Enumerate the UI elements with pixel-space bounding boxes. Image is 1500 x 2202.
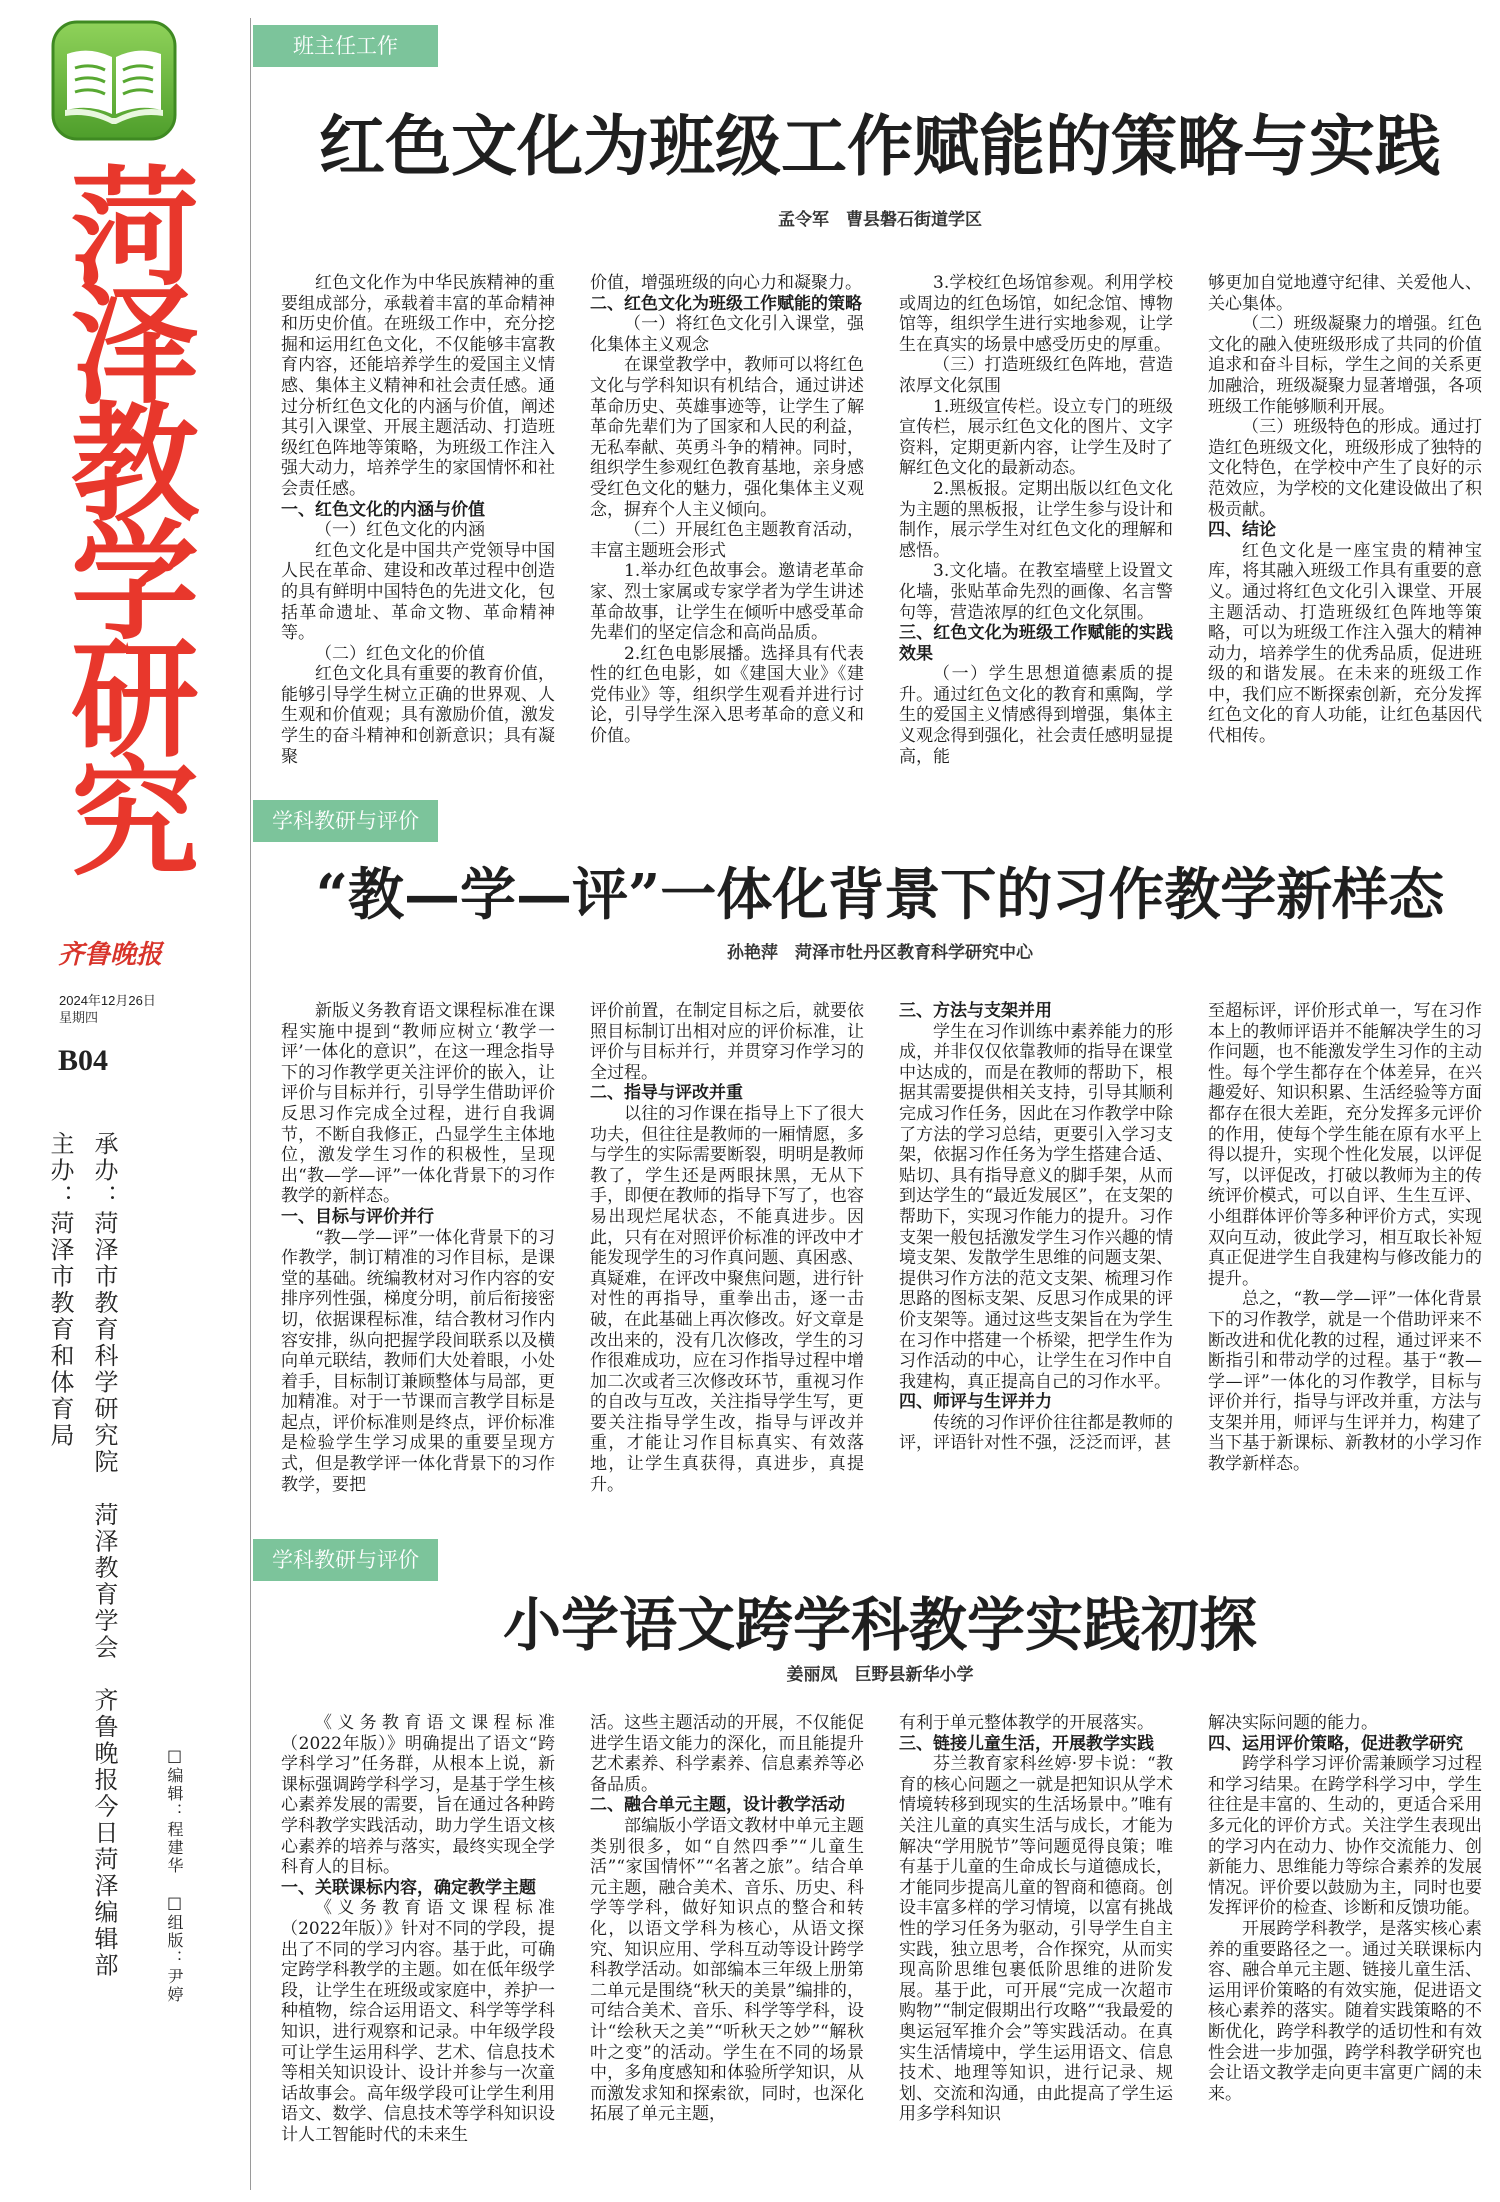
paragraph: 价值，增强班级的向心力和凝聚力。 (590, 273, 862, 293)
text-column (281, 1001, 555, 1501)
paragraph: 学生在习作训练中素养能力的形成，并非仅仅依靠教师的指导在课堂中达成的，而是在教师的帮助下，根据其需要提供相关支持，引导其顺利完成习作任务，因此在习作教学中除了方法的学习总结，更要引入学习支架，依据习作任务为学生搭建合适、贴切、具有指导意义的脚手架，从而到达学生的“最近发展区”，在支架的帮助下，实现习作能力的提升。习作支架一般包括激发学生习作兴趣的情境支架、发散学生思维的问题支架、提供习作方法的范文支架、梳理习作思路的图标支架、反思习作成果的评价支架等。通过这些支架旨在为学生在习作中搭建一个桥梁，把学生作为习作活动的中心，让学生在习作中自我建构，真正提高自己的习作水平。 (899, 1021, 1173, 1392)
subheading: （二）红色文化的价值 (315, 643, 485, 664)
book-icon (51, 20, 177, 141)
column-title: 菏泽教学研究 (49, 160, 198, 868)
section-heading: 四、师评与生评并力 (899, 1392, 1052, 1413)
article-title: 小学语文跨学科教学实践初探 (502, 1591, 1257, 1659)
paragraph: 开展跨学科教学，是落实核心素养的重要路径之一。通过关联课标内容、融合单元主题、链接儿童生活、运用评价策略的有效实施，促进语文核心素养的落实。随着实践策略的不断优化，跨学科教学的适切性和有效性会进一步加强，跨学科教学研究也会让语文教学走向更丰富更广阔的未来。 (1208, 1918, 1482, 2104)
text-column (281, 1713, 555, 2153)
issue-weekday: 星期四 (59, 1010, 99, 1025)
paragraph: 够更加自觉地遵守纪律、关爱他人、关心集体。 (1208, 273, 1482, 314)
organizer-credit: 主办：菏泽市教育和体育局 (46, 1131, 74, 1449)
editor-credit: □编辑：程建华 □组版：尹婷 (165, 1746, 184, 2004)
paragraph: 至超标评，评价形式单一，写在习作本上的教师评语并不能解决学生的习作问题，也不能激发学生习作的主动性。每个学生都存在个体差异，在兴趣爱好、知识积累、生活经验等方面都存在很大差距，充分发挥多元评价的作用，使每个学生能在原有水平上得以提升，实现个性化发展，以评促写，以评促改，打破以教师为主的传统评价模式，可以自评、生生互评、小组群体评价等多种评价方式，实现双向互动，彼此学习，相互取长补短真正促进学生自我建构与修改能力的提升。 (1208, 1001, 1482, 1289)
undertaker-credit: 承办：菏泽市教育科学研究院 菏泽教育学会 齐鲁晚报今日菏泽编辑部 (90, 1131, 118, 1979)
issue-date-block (59, 992, 156, 1026)
paragraph: 解决实际问题的能力。 (1208, 1713, 1378, 1733)
text-column (590, 1001, 864, 1501)
paragraph: 有利于单元整体教学的开展落实。 (899, 1713, 1154, 1733)
section-heading: 一、目标与评价并行 (281, 1206, 434, 1227)
paragraph: （二）班级凝聚力的增强。红色文化的融入使班级形成了共同的价值追求和奋斗目标，学生之间的关系更加融洽，班级凝聚力显著增强，各项班级工作能够顺利开展。 (1208, 314, 1482, 417)
paragraph: 芬兰教育家科丝婷·罗卡说：“教育的核心问题之一就是把知识从学术情境转移到现实的生活场景中。”唯有关注儿童的真实生活与成长，才能为解决“学用脱节”等问题觅得良策；唯有基于儿童的生命成长与道德成长，才能同步提高儿童的智商和德商。创设丰富多样的学习情境，以富有挑战性的学习任务为驱动，引导学生自主实践，独立思考，合作探究，从而实现高阶思维包裹低阶思维的进阶发展。基于此，可开展“完成一次超市购物”“制定假期出行攻略”“我最爱的奥运冠军推介会”等实践活动。在真实生活情境中，学生运用语文、信息技术、地理等知识，进行记录、规划、交流和沟通，由此提高了学生运用多学科知识 (899, 1754, 1173, 2125)
newspaper-logo: 齐鲁晚报 (58, 940, 163, 970)
article-byline: 孟令军 曹县磐石街道学区 (778, 210, 982, 230)
subheading: （三）打造班级红色阵地，营造浓厚文化氛围 (899, 355, 1173, 396)
text-column (281, 273, 555, 773)
paragraph: 活。这些主题活动的开展，不仅能促进学生语文能力的深化，而且能提升艺术素养、科学素养、信息素养等必备品质。 (590, 1713, 864, 1795)
paragraph: 在课堂教学中，教师可以将红色文化与学科知识有机结合，通过讲述革命历史、英雄事迹等，让学生了解革命先辈们为了国家和人民的利益，无私奉献、英勇斗争的精神。同时，组织学生参观红色教育基地，亲身感受红色文化的魅力，强化集体主义观念，摒弃个人主义倾向。 (590, 355, 864, 520)
paragraph: 评价前置，在制定目标之后，就要依照目标制订出相对应的评价标准，让评价与目标并行，并贯穿习作学习的全过程。 (590, 1001, 864, 1083)
paragraph: 1.班级宣传栏。设立专门的班级宣传栏，展示红色文化的图片、文字资料，定期更新内容，让学生及时了解红色文化的最新动态。 (899, 396, 1173, 479)
article-title: “教—学—评”一体化背景下的习作教学新样态 (315, 862, 1445, 928)
paragraph: 以往的习作课在指导上下了很大功夫，但往往是教师的一厢情愿，多与学生的实际需要断裂，明明是教师教了，学生还是两眼抹黑，无从下手，即便在教师的指导下写了，也容易出现烂尾状态，不能真进步。因此，只有在对照评价标准的评改中才能发现学生的习作真问题、真困惑、真疑难，在评改中聚焦问题，进行针对性的再指导，重拳出击，逐一击破，在此基础上再次修改。好文章是改出来的，没有几次修改，学生的习作很难成功，应在习作指导过程中增加二次或者三次修改环节，重视习作的自改与互改，关注指导学生写，更要关注指导学生改，指导与评改并重，才能让习作目标真实、有效落地，让学生真获得，真进步，真提升。 (590, 1103, 864, 1495)
section-heading: 一、关联课标内容，确定教学主题 (281, 1877, 536, 1898)
section-heading: 二、红色文化为班级工作赋能的策略 (590, 293, 862, 314)
text-column (590, 1713, 864, 2153)
paragraph: 红色文化具有重要的教育价值，能够引导学生树立正确的世界观、人生观和价值观；具有激励价值，激发学生的奋斗精神和创新意识；具有凝聚 (281, 664, 555, 767)
article-byline: 孙艳萍 菏泽市牡丹区教育科学研究中心 (727, 943, 1033, 963)
section-heading: 二、指导与评改并重 (590, 1083, 743, 1104)
paragraph: 新版义务教育语文课程标准在课程实施中提到“教师应树立‘教学一评’一体化的意识”，在这一理念指导下的习作教学更关注评价的嵌入，让评价与目标并行，引导学生借助评价反思习作完成全过程，进行自我调节，不断自我修正，凸显学生主体地位，激发学生习作的积极性，呈现出“教—学—评”一体化背景下的习作教学的新样态。 (281, 1001, 555, 1207)
paragraph: 红色文化作为中华民族精神的重要组成部分，承载着丰富的革命精神和历史价值。在班级工作中，充分挖掘和运用红色文化，不仅能够丰富教育内容，还能培养学生的爱国主义情感、集体主义精神和社会责任感。通过分析红色文化的内涵与价值，阐述其引入课堂、开展主题活动、打造班级红色阵地等策略，为班级工作注入强大动力，培养学生的家国情怀和社会责任感。 (281, 273, 555, 499)
paragraph: 红色文化是中国共产党领导中国人民在革命、建设和改革过程中创造的具有鲜明中国特色的先进文化，包括革命遗址、革命文物、革命精神等。 (281, 540, 555, 644)
column-divider (250, 18, 251, 2190)
section-heading: 三、链接儿童生活，开展教学实践 (899, 1733, 1154, 1754)
text-column (899, 273, 1173, 773)
text-column (1208, 1001, 1482, 1501)
paragraph: 传统的习作评价往往都是教师的评，评语针对性不强，泛泛而评，甚 (899, 1412, 1173, 1454)
paragraph: 《义务教育语文课程标准（2022年版）》针对不同的学段，提出了不同的学习内容。基于此，可确定跨学科教学的主题。如在低年级学段，让学生在班级或家庭中，养护一种植物，综合运用语文、科学等学科知识，进行观察和记录。中年级学段可让学生运用科学、艺术、信息技术等相关知识设计、设计并参与一次童话故事会。高年级学段可让学生利用语文、数学、信息技术等学科知识设计人工智能时代的未来生 (281, 1898, 555, 2145)
section-tag: 学科教研与评价 (253, 800, 438, 842)
paragraph: 1.举办红色故事会。邀请老革命家、烈士家属或专家学者为学生讲述革命故事，让学生在倾听中感受革命先辈们的坚定信念和高尚品质。 (590, 561, 864, 644)
section-tag: 学科教研与评价 (253, 1539, 438, 1581)
paragraph: 2.红色电影展播。选择具有代表性的红色电影，如《建国大业》《建党伟业》等，组织学生观看并进行讨论，引导学生深入思考革命的意义和价值。 (590, 643, 864, 747)
paragraph: 2.黑板报。定期出版以红色文化为主题的黑板报，让学生参与设计和制作，展示学生对红色文化的理解和感悟。 (899, 478, 1173, 561)
article-byline: 姜丽凤 巨野县新华小学 (786, 1665, 974, 1685)
subheading: （一）将红色文化引入课堂，强化集体主义观念 (590, 314, 864, 355)
paragraph: 3.学校红色场馆参观。利用学校或周边的红色场馆，如纪念馆、博物馆等，组织学生进行实地参观，让学生在真实的场景中感受历史的厚重。 (899, 273, 1173, 355)
page-number: B04 (58, 1044, 109, 1077)
text-column (1208, 273, 1482, 773)
section-heading: 二、融合单元主题，设计教学活动 (590, 1795, 845, 1816)
paragraph: 总之，“教—学—评”一体化背景下的习作教学，就是一个借助评来不断改进和优化教的过程，通过评来不断指引和带动学的过程。基于“教—学—评”一体化的习作教学，目标与评价并行，指导与评改并重，方法与支架并用，师评与生评并力，构建了当下基于新课标、新教材的小学习作教学新样态。 (1208, 1289, 1482, 1475)
paragraph: “教—学—评”一体化背景下的习作教学，制订精准的习作目标，是课堂的基础。统编教材对习作内容的安排序列性强，梯度分明，前后衔接密切，依据课程标准，结合教材习作内容安排，纵向把握学段间联系以及横向单元联结，教师们大处着眼，小处着手，目标制订兼顾整体与局部，更加精准。对于一节课而言教学目标是起点，评价标准则是终点，评价标准是检验学生学习成果的重要呈现方式，但是教学评一体化背景下的习作教学，要把 (281, 1227, 555, 1495)
section-heading: 三、方法与支架并用 (899, 1001, 1052, 1021)
paragraph: 3.文化墙。在教室墙壁上设置文化墙，张贴革命先烈的画像、名言警句等，营造浓厚的红色文化氛围。 (899, 561, 1173, 623)
subheading: （一）红色文化的内涵 (315, 520, 485, 541)
text-column (899, 1713, 1173, 2153)
issue-date: 2024年12月26日 (59, 993, 156, 1008)
paragraph: （三）班级特色的形成。通过打造红色班级文化，班级形成了独特的文化特色，在学校中产生了良好的示范效应，为学校的文化建设做出了积极贡献。 (1208, 417, 1482, 520)
paragraph: 红色文化是一座宝贵的精神宝库，将其融入班级工作具有重要的意义。通过将红色文化引入课堂、开展主题活动、打造班级红色阵地等策略，可以为班级工作注入强大的精神动力，培养学生的优秀品质，促进班级的和谐发展。在未来的班级工作中，我们应不断探索创新，充分发挥红色文化的育人功能，让红色基因代代相传。 (1208, 540, 1482, 747)
paragraph: （一）学生思想道德素质的提升。通过红色文化的教育和熏陶，学生的爱国主义情感得到增强，集体主义观念得到强化，社会责任感明显提高，能 (899, 664, 1173, 767)
section-heading: 四、运用评价策略，促进教学研究 (1208, 1733, 1463, 1754)
text-column (590, 273, 864, 773)
text-column (1208, 1713, 1482, 2153)
text-column (899, 1001, 1173, 1501)
section-heading: 一、红色文化的内涵与价值 (281, 499, 485, 520)
subheading: （二）开展红色主题教育活动，丰富主题班会形式 (590, 520, 864, 561)
paragraph: 跨学科学习评价需兼顾学习过程和学习结果。在跨学科学习中，学生往往是丰富的、生动的，更适合采用多元化的评价方式。关注学生表现出的学习内在动力、协作交流能力、创新能力、思维能力等综合素养的发展情况。评价要以鼓励为主，同时也要发挥评价的检查、诊断和反馈功能。 (1208, 1754, 1482, 1919)
paragraph: 部编版小学语文教材中单元主题类别很多，如“自然四季”“儿童生活”“家国情怀”“名著之旅”。结合单元主题，融合美术、音乐、历史、科学等学科，做好知识点的整合和转化，以语文学科为核心，从语文探究、知识应用、学科互动等设计跨学科教学活动。如部编本三年级上册第二单元是围绕“秋天的美景”编排的，可结合美术、音乐、科学等学科，设计“绘秋天之美”“听秋天之妙”“解秋叶之变”的活动。学生在不同的场景中，多角度感知和体验所学知识，从而激发求知和探索欲，同时，也深化拓展了单元主题， (590, 1815, 864, 2125)
section-heading: 三、红色文化为班级工作赋能的实践效果 (899, 623, 1173, 664)
paragraph: 《义务教育语文课程标准（2022年版）》明确提出了语文“跨学科学习”任务群，从根本上说，新课标强调跨学科学习，是基于学生核心素养发展的需要，旨在通过各种跨学科教学实践活动，助力学生语文核心素养的培养与落实，最终实现全学科育人的目标。 (281, 1713, 555, 1878)
article-title: 红色文化为班级工作赋能的策略与实践 (319, 107, 1441, 185)
section-heading: 四、结论 (1208, 520, 1276, 541)
section-tag: 班主任工作 (253, 25, 438, 67)
